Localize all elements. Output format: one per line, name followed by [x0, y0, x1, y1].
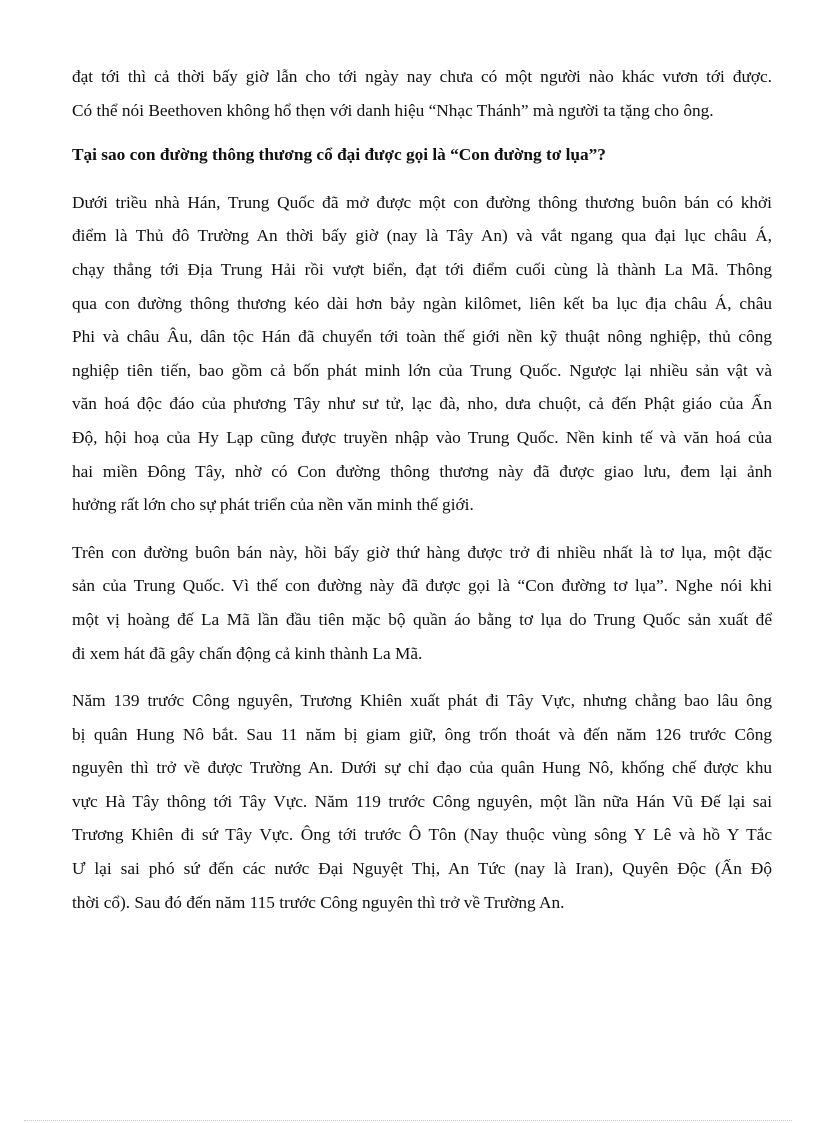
- paragraph-line: thời cổ). Sau đó đến năm 115 trước Công nguyên thì trở về Trường An.: [72, 892, 565, 912]
- document-page: [72, 60, 772, 933]
- section-heading: Tại sao con đường thông thương cổ đại được gọi là “Con đường tơ lụa”?: [72, 145, 606, 165]
- paragraph-line: Dưới triều nhà Hán, Trung Quốc đã mở được một con đường thông thương buôn bán có khởi: [72, 192, 772, 212]
- paragraph-line: điểm là Thủ đô Trường An thời bấy giờ (nay là Tây An) và vắt ngang qua đại lục châu Á,: [72, 226, 772, 246]
- paragraph-line: hưởng rất lớn cho sự phát triển của nền văn minh thế giới.: [72, 495, 474, 515]
- paragraph-line: nguyên thì trở về được Trường An. Dưới sự chỉ đạo của quân Hung Nô, khống chế được khu: [72, 758, 772, 778]
- paragraph-line: đi xem hát đã gây chấn động cả kinh thành La Mã.: [72, 643, 423, 663]
- paragraph-silk-trade: [72, 536, 772, 670]
- paragraph-line: nghiệp tiên tiến, bao gồm cả bốn phát minh lớn của Trung Quốc. Ngược lại nhiều sản vật và: [72, 360, 772, 380]
- paragraph-line: Trên con đường buôn bán này, hồi bấy giờ thứ hàng được trở đi nhiều nhất là tơ lụa, một đặc: [72, 542, 772, 562]
- paragraph-line: Độ, hội hoạ của Hy Lạp cũng được truyền nhập vào Trung Quốc. Nền kinh tế và văn hoá của: [72, 427, 772, 447]
- paragraph-line: Có thể nói Beethoven không hổ thẹn với danh hiệu “Nhạc Thánh” mà người ta tặng cho ông.: [72, 100, 714, 120]
- paragraph-line: Phi và châu Âu, dân tộc Hán đã chuyển tới toàn thế giới nền kỹ thuật nông nghiệp, thủ công: [72, 327, 772, 347]
- paragraph-line: sản của Trung Quốc. Vì thế con đường này đã được gọi là “Con đường tơ lụa”. Nghe nói khi: [72, 576, 772, 596]
- paragraph-line: qua con đường thông thương kéo dài hơn bảy ngàn kilômet, liên kết ba lục địa châu Á, châu: [72, 293, 772, 313]
- paragraph-zhang-qian: [72, 684, 772, 919]
- paragraph-line: chạy thẳng tới Địa Trung Hải rồi vượt biển, đạt tới điểm cuối cùng là thành La Mã. Thông: [72, 259, 772, 279]
- page-bottom-divider: [24, 1120, 792, 1121]
- paragraph-line: hai miền Đông Tây, nhờ có Con đường thông thương này đã được giao lưu, đem lại ảnh: [72, 461, 772, 481]
- paragraph-line: đạt tới thì cả thời bấy giờ lẫn cho tới ngày nay chưa có một người nào khác vươn tới được.: [72, 67, 772, 86]
- paragraph-line: vực Hà Tây thông tới Tây Vực. Năm 119 trước Công nguyên, một lần nữa Hán Vũ Đế lại sai: [72, 791, 772, 811]
- paragraph-line: một vị hoàng đế La Mã lần đầu tiên mặc bộ quần áo bằng tơ lụa do Trung Quốc sản xuất để: [72, 609, 772, 629]
- paragraph-line: Ư lại sai phó sứ đến các nước Đại Nguyệt Thị, An Tức (nay là Iran), Quyên Độc (Ấn Độ: [72, 859, 772, 879]
- paragraph-line: Năm 139 trước Công nguyên, Trương Khiên xuất phát đi Tây Vực, nhưng chẳng bao lâu ông: [72, 691, 772, 711]
- paragraph-line: Trương Khiên đi sứ Tây Vực. Ông tới trước Ô Tôn (Nay thuộc vùng sông Y Lê và hồ Y Tắc: [72, 825, 772, 845]
- paragraph-line: văn hoá độc đáo của phương Tây như sư tử, lạc đà, nho, dưa chuột, cả đến Phật giáo của Ấn: [72, 394, 772, 414]
- paragraph-silk-road-origin: [72, 186, 772, 522]
- intro-paragraph: [72, 60, 772, 127]
- paragraph-line: bị quân Hung Nô bắt. Sau 11 năm bị giam giữ, ông trốn thoát và đến năm 126 trước Công: [72, 724, 772, 744]
